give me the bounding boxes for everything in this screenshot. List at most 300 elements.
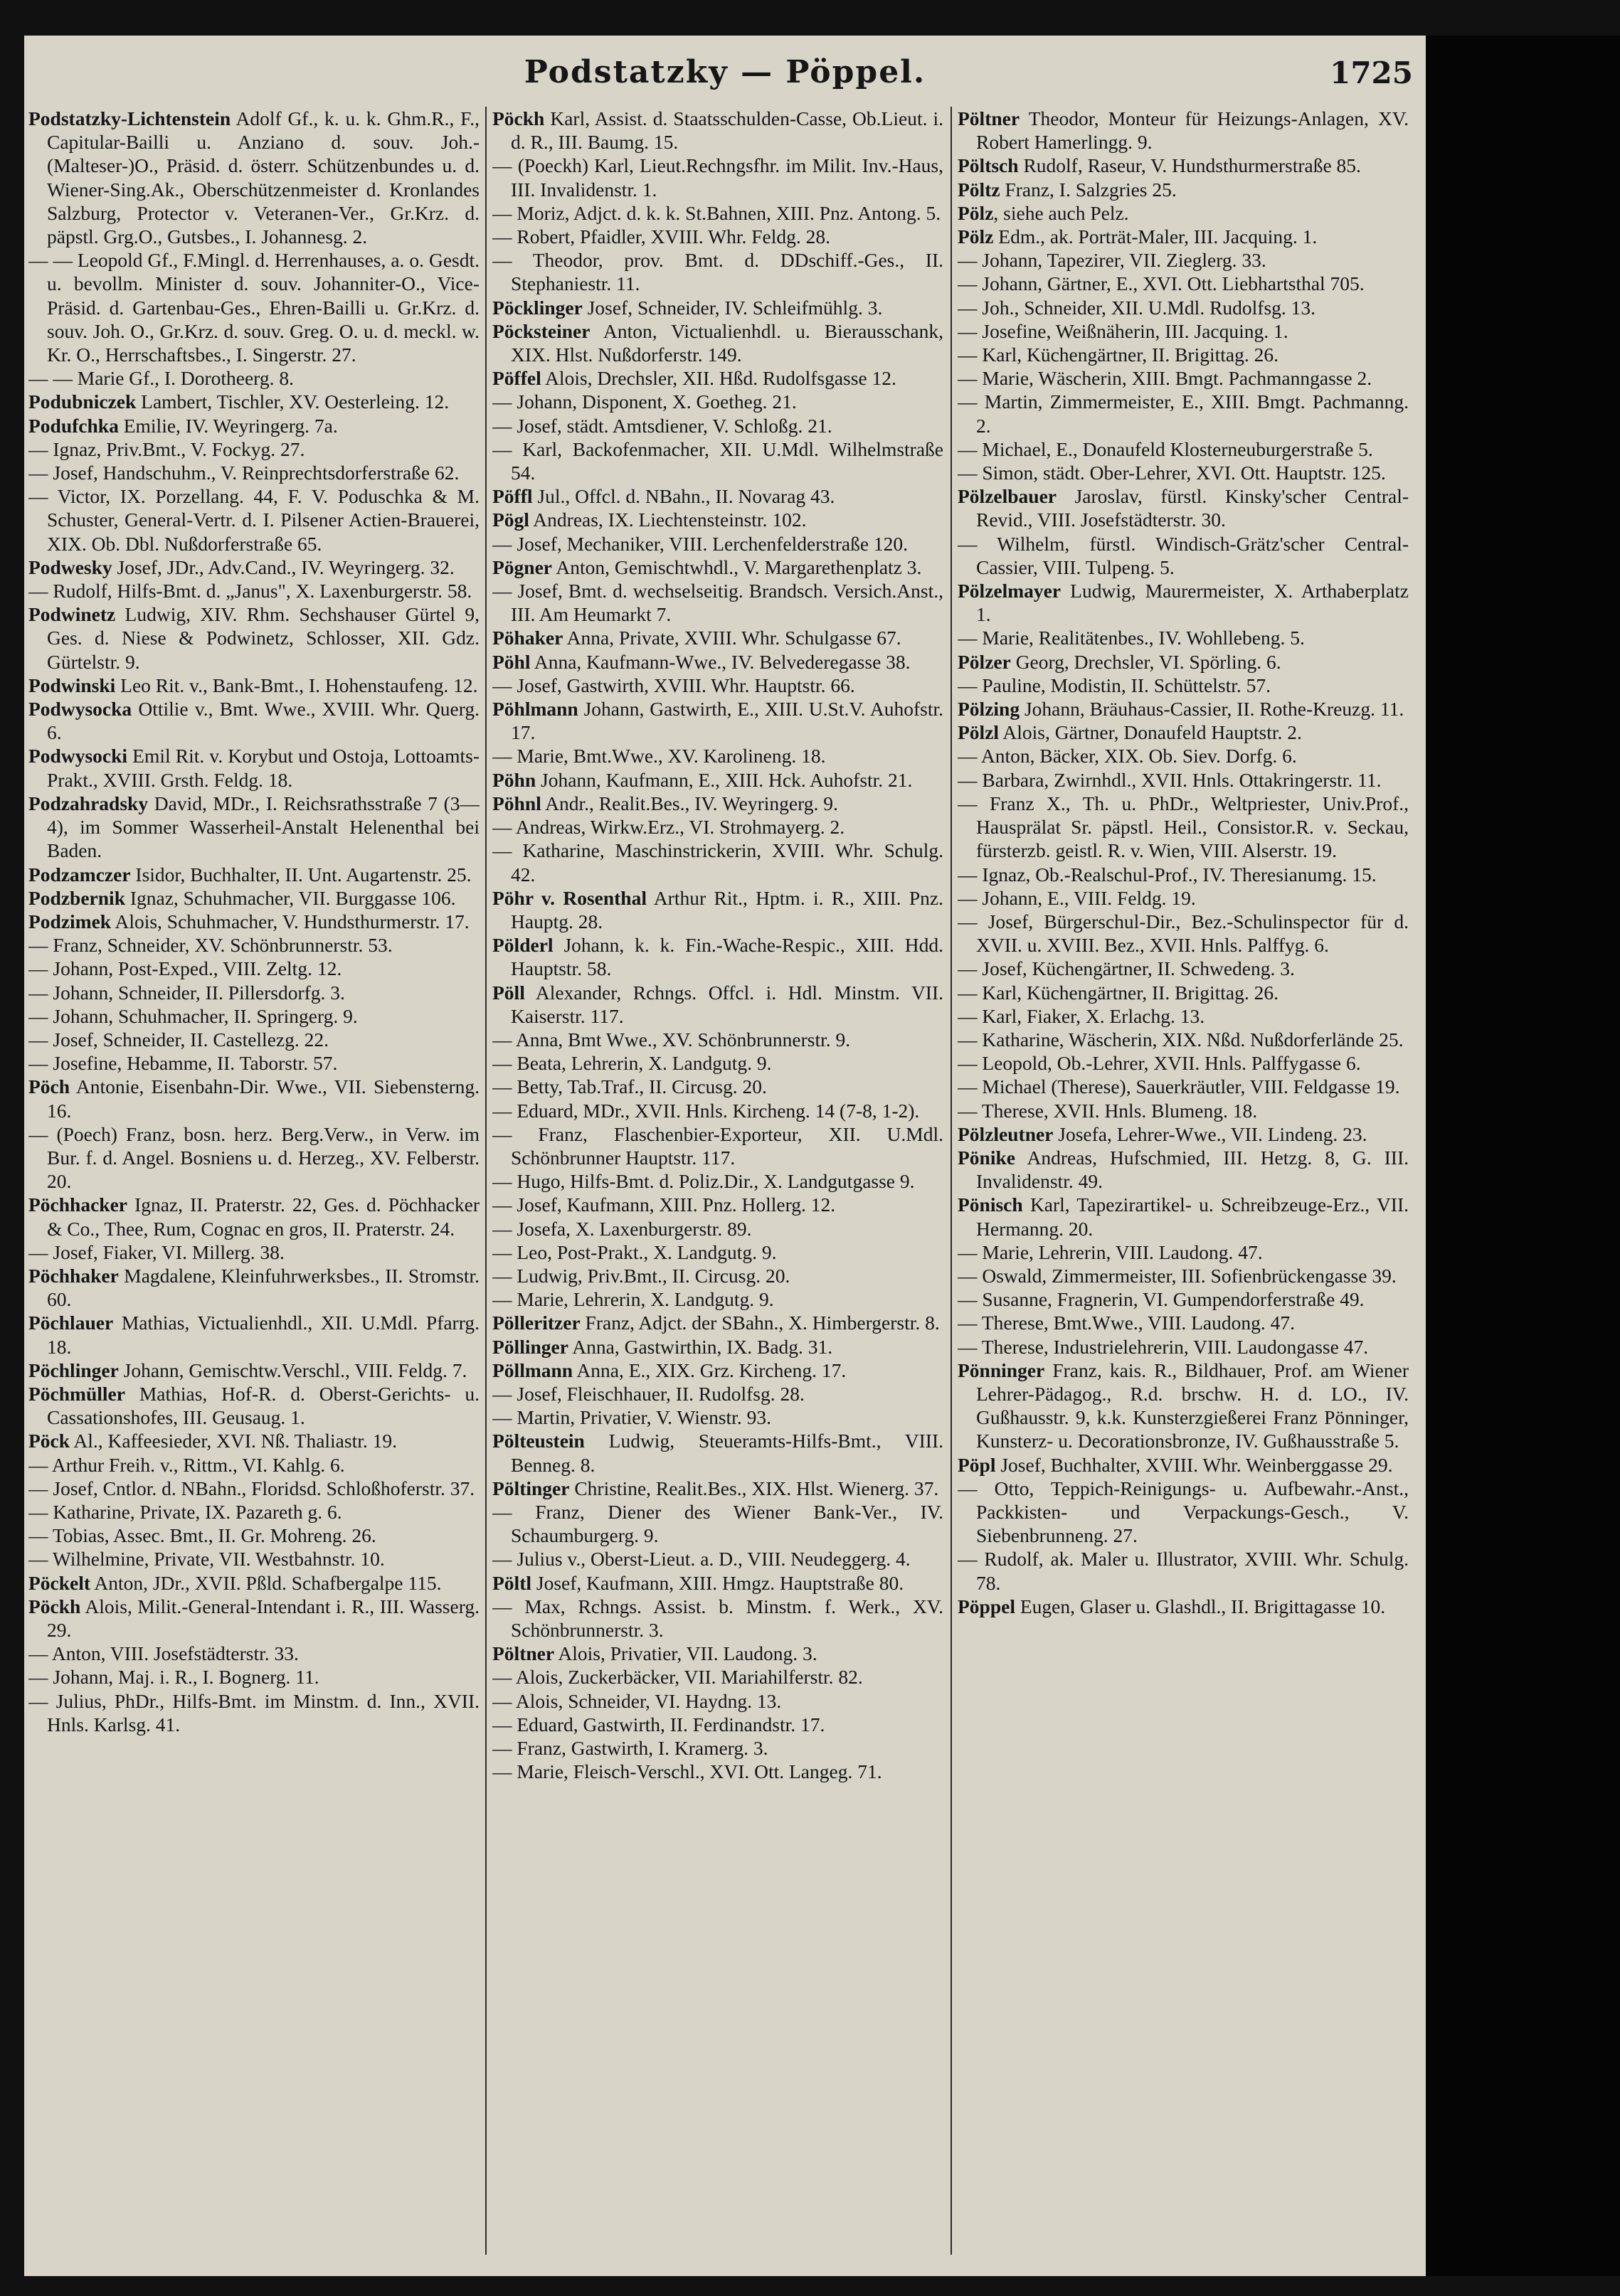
directory-entry — [958, 437, 1409, 461]
directory-page — [24, 36, 1426, 2276]
entry-details: — Josef, städt. Amtsdiener, V. Schloßg. 21. — [492, 414, 832, 437]
entry-details: — Max, Rchngs. Assist. b. Minstm. f. Werk., XV. Schönbrunnerstr. 3. — [492, 1595, 943, 1641]
entry-surname: Podwinski — [28, 674, 116, 696]
entry-details: Josef, Buchhalter, XVIII. Whr. Weinberggasse 29. — [995, 1453, 1393, 1476]
entry-details: — Josef, Gastwirth, XVIII. Whr. Hauptstr. 66. — [492, 674, 855, 696]
entry-details: — Alois, Schneider, VI. Haydng. 13. — [492, 1689, 782, 1712]
directory-entry — [28, 1595, 480, 1642]
entry-details: Andreas, IX. Liechtensteinstr. 102. — [529, 509, 807, 531]
directory-entry — [492, 366, 943, 390]
entry-surname: Pölz — [958, 225, 994, 248]
entry-surname: Pölz — [958, 201, 994, 224]
directory-entry — [958, 1264, 1409, 1287]
entry-surname: Pölzelbauer — [958, 485, 1057, 508]
entry-details: — Marie, Bmt.Wwe., XV. Karolineng. 18. — [492, 745, 826, 767]
entry-surname: Pölzing — [958, 698, 1020, 721]
entry-details: — Josefa, X. Laxenburgerstr. 89. — [492, 1217, 752, 1240]
entry-surname: Pöch — [28, 1075, 70, 1098]
directory-entry — [492, 1335, 943, 1359]
entry-surname: Pöhn — [492, 768, 536, 791]
directory-entry — [492, 296, 943, 319]
entry-surname: Podstatzky-Lichtenstein — [28, 107, 231, 129]
directory-entry — [958, 981, 1409, 1004]
entry-details: — Franz, Diener des Wiener Bank-Ver., IV. Schaumburgerg. 9. — [492, 1500, 943, 1547]
entry-surname: Podwysocki — [28, 745, 128, 767]
entry-surname: Pöffel — [492, 367, 541, 390]
entry-details: Antonie, Eisenbahn-Dir. Wwe., VII. Siebensterng. 16. — [47, 1075, 480, 1122]
entry-surname: Pöcklinger — [492, 296, 583, 319]
entry-surname: Pöllinger — [492, 1335, 568, 1358]
entry-details: Josef, Schneider, IV. Schleifmühlg. 3. — [582, 296, 883, 319]
entry-details: Johann, Kaufmann, E., XIII. Hck. Auhofstr. 21. — [536, 768, 913, 791]
directory-entry — [958, 1311, 1409, 1334]
directory-entry — [28, 1429, 480, 1452]
entry-details: — Karl, Fiaker, X. Erlachg. 13. — [958, 1004, 1205, 1027]
directory-entry — [492, 839, 943, 886]
directory-entry — [28, 1193, 480, 1240]
entry-details: Anna, E., XIX. Grz. Kircheng. 17. — [573, 1359, 847, 1381]
entry-surname: Pöhr v. Rosenthal — [492, 886, 647, 909]
entry-details: — Therese, XVII. Hnls. Blumeng. 18. — [958, 1099, 1258, 1122]
entry-surname: Pölderl — [492, 934, 554, 957]
entry-details: Josef, JDr., Adv.Cand., IV. Weyringerg. 32. — [112, 556, 455, 578]
entry-details: Christine, Realit.Bes., XIX. Hlst. Wienerg. 37. — [569, 1477, 939, 1499]
directory-entry — [958, 1287, 1409, 1311]
directory-entry — [492, 1477, 943, 1500]
entry-surname: Pöltinger — [492, 1477, 570, 1499]
directory-entry — [958, 1359, 1409, 1453]
directory-entry — [492, 532, 943, 556]
entry-surname: Pönisch — [958, 1194, 1023, 1216]
directory-entry — [958, 343, 1409, 366]
entry-details: — Ludwig, Priv.Bmt., II. Circusg. 20. — [492, 1264, 790, 1287]
entry-details: Isidor, Buchhalter, II. Unt. Augartenstr. 25. — [130, 863, 472, 886]
entry-surname: Pöffl — [492, 485, 533, 508]
entry-details: — Martin, Privatier, V. Wienstr. 93. — [492, 1406, 771, 1429]
entry-details: Theodor, Monteur für Heizungs-Anlagen, XV. Robert Hamerlingg. 9. — [976, 107, 1409, 154]
directory-entry — [28, 1359, 480, 1382]
directory-entry — [958, 178, 1409, 201]
entry-details: — Marie, Wäscherin, XIII. Bmgt. Pachmanngasse 2. — [958, 367, 1372, 390]
entry-details: Andreas, Hufschmied, III. Hetzg. 8, G. III. Invalidenstr. 49. — [976, 1146, 1409, 1193]
entry-surname: Pölzer — [958, 650, 1011, 673]
entry-details: — Rudolf, Hilfs-Bmt. d. „Janus", X. Laxenburgerstr. 58. — [28, 580, 472, 602]
entry-surname: Pölzl — [958, 721, 1000, 744]
directory-entry — [28, 910, 480, 933]
entry-details: — Theodor, prov. Bmt. d. DDschiff.-Ges., II. Stephaniestr. 11. — [492, 249, 943, 295]
entry-details: — Hugo, Hilfs-Bmt. d. Poliz.Dir., X. Landgutgasse 9. — [492, 1170, 915, 1193]
entry-details: — Johann, Post-Exped., VIII. Zeltg. 12. — [28, 957, 342, 980]
directory-entry — [28, 107, 480, 248]
column-3 — [958, 107, 1409, 2262]
entry-details: — Marie, Realitätenbes., IV. Wohllebeng. 5. — [958, 627, 1305, 649]
entry-surname: Pöltz — [958, 178, 1000, 201]
directory-entry — [28, 437, 480, 461]
directory-entry — [958, 484, 1409, 531]
directory-entry — [492, 1500, 943, 1547]
entry-details: Jaroslav, fürstl. Kinsky'scher Central-Revid., VIII. Josefstädterstr. 30. — [976, 485, 1409, 531]
page-number: 1725 — [1330, 55, 1413, 90]
entry-surname: Pöckh — [28, 1595, 81, 1617]
entry-details: Jul., Offcl. d. NBahn., II. Novarag 43. — [532, 485, 835, 508]
directory-entry — [958, 272, 1409, 295]
entry-details: Ignaz, Schuhmacher, VII. Burggasse 106. — [125, 886, 456, 909]
entry-surname: Pöckelt — [28, 1571, 91, 1594]
entry-details: — Michael (Therese), Sauerkräutler, VIII. Feldgasse 19. — [958, 1075, 1400, 1098]
entry-details: — Wilhelm, fürstl. Windisch-Grätz'scher Central-Cassier, VIII. Tulpeng. 5. — [958, 532, 1409, 578]
entry-details: — Marie, Lehrerin, X. Landgutg. 9. — [492, 1288, 774, 1311]
entry-details: , siehe auch Pelz. — [993, 201, 1129, 224]
directory-entry — [958, 744, 1409, 767]
directory-entry — [958, 296, 1409, 319]
entry-details: Anton, JDr., XVII. Pßld. Schafbergalpe 115. — [90, 1571, 442, 1594]
entry-details: Anna, Gastwirthin, IX. Badg. 31. — [568, 1335, 833, 1358]
entry-details: — Arthur Freih. v., Rittm., VI. Kahlg. 6. — [28, 1453, 345, 1476]
entry-details: Anna, Kaufmann-Wwe., IV. Belvederegasse 38. — [530, 650, 911, 673]
directory-entry — [958, 626, 1409, 649]
entry-surname: Podufchka — [28, 414, 119, 437]
entry-details: — Otto, Teppich-Reinigungs- u. Aufbewahr.-Anst., Packkisten- und Verpackungs-Gesch., V. Siebenbrunneng. 27. — [958, 1477, 1409, 1547]
directory-entry — [958, 579, 1409, 626]
entry-surname: Pöchlauer — [28, 1312, 114, 1334]
directory-entry — [28, 1453, 480, 1477]
entry-details: — Therese, Industrielehrerin, VIII. Laudongasse 47. — [958, 1335, 1369, 1358]
directory-entry — [28, 863, 480, 886]
entry-details: — Josef, Cntlor. d. NBahn., Floridsd. Schloßhoferstr. 37. — [28, 1477, 475, 1499]
entry-details: — Franz, Flaschenbier-Exporteur, XII. U.Mdl. Schönbrunner Hauptstr. 117. — [492, 1122, 943, 1169]
entry-surname: Pöchmüller — [28, 1382, 125, 1405]
entry-details: Eugen, Glaser u. Glashdl., II. Brigittagasse 10. — [1015, 1595, 1386, 1617]
directory-entry — [492, 768, 943, 792]
directory-entry — [492, 1287, 943, 1311]
entry-details: — Johann, E., VIII. Feldg. 19. — [958, 886, 1196, 909]
directory-entry — [492, 1736, 943, 1760]
entry-surname: Pönninger — [958, 1359, 1045, 1381]
directory-entry — [492, 744, 943, 767]
directory-entry — [958, 1028, 1409, 1051]
entry-details: — Anna, Bmt Wwe., XV. Schönbrunnerstr. 9. — [492, 1028, 851, 1051]
directory-entry — [492, 1169, 943, 1193]
entry-surname: Pöltner — [958, 107, 1020, 129]
entry-details: Emil Rit. v. Korybut und Ostoja, Lottoamts-Prakt., XVIII. Grsth. Feldg. 18. — [47, 745, 480, 791]
entry-surname: Pöck — [28, 1430, 70, 1452]
directory-entry — [492, 650, 943, 674]
directory-entry — [492, 414, 943, 437]
entry-details: — Tobias, Assec. Bmt., II. Gr. Mohreng. 26. — [28, 1524, 376, 1547]
directory-entry — [492, 508, 943, 531]
entry-details: — Simon, städt. Ober-Lehrer, XVI. Ott. Hauptstr. 125. — [958, 462, 1386, 484]
directory-entry — [958, 1146, 1409, 1193]
directory-entry — [492, 1571, 943, 1595]
entry-details: — Katharine, Maschinstrickerin, XVIII. Whr. Schulg. 42. — [492, 839, 943, 886]
entry-surname: Podwesky — [28, 556, 112, 578]
directory-entry — [492, 933, 943, 980]
directory-entry — [958, 721, 1409, 744]
entry-details: Andr., Realit.Bes., IV. Weyringerg. 9. — [541, 792, 838, 814]
directory-entry — [492, 981, 943, 1028]
entry-details: — Rudolf, ak. Maler u. Illustrator, XVIII. Whr. Schulg. 78. — [958, 1548, 1409, 1594]
entry-details: Johann, Bräuhaus-Cassier, II. Rothe-Kreuzg. 11. — [1020, 698, 1404, 721]
entry-details: — Karl, Küchengärtner, II. Brigittag. 26. — [958, 981, 1278, 1004]
directory-entry — [492, 1689, 943, 1713]
directory-entry — [492, 1595, 943, 1642]
entry-details: — Eduard, Gastwirth, II. Ferdinandstr. 17. — [492, 1713, 825, 1736]
entry-details: — Oswald, Zimmermeister, III. Sofienbrückengasse 39. — [958, 1264, 1397, 1287]
directory-entry — [28, 1240, 480, 1264]
entry-details: David, MDr., I. Reichsrathsstraße 7 (3—4), im Sommer Wasserheil-Anstalt Helenenthal bei Baden. — [47, 792, 480, 862]
directory-entry — [958, 1547, 1409, 1594]
entry-surname: Pölteustein — [492, 1430, 585, 1452]
directory-entry — [492, 579, 943, 626]
entry-details: — Josef, Schneider, II. Castellezg. 22. — [28, 1028, 329, 1051]
entry-details: — Johann, Schneider, II. Pillersdorfg. 3. — [28, 981, 345, 1004]
directory-entry — [958, 1122, 1409, 1146]
entry-details: — Wilhelmine, Private, VII. Westbahnstr. 10. — [28, 1548, 385, 1570]
entry-details: — Josefine, Weißnäherin, III. Jacquing. 1. — [958, 319, 1288, 342]
entry-details: Ludwig, Steueramts-Hilfs-Bmt., VIII. Benneg. 8. — [511, 1430, 943, 1476]
entry-details: — Anton, Bäcker, XIX. Ob. Siev. Dorfg. 6. — [958, 745, 1297, 767]
directory-entry — [958, 1453, 1409, 1477]
directory-entry — [28, 390, 480, 413]
entry-surname: Pögl — [492, 509, 529, 531]
directory-entry — [492, 1665, 943, 1689]
entry-details: Magdalene, Kleinfuhrwerksbes., II. Stromstr. 60. — [47, 1264, 480, 1311]
entry-details: — Martin, Zimmermeister, E., XIII. Bmgt. Pachmanng. 2. — [958, 390, 1409, 437]
directory-entry — [28, 556, 480, 579]
directory-entry — [492, 886, 943, 933]
directory-entry — [492, 1240, 943, 1264]
directory-entry — [492, 107, 943, 154]
entry-surname: Pölzleutner — [958, 1122, 1054, 1145]
directory-entry — [958, 248, 1409, 272]
entry-details: — Katharine, Private, IX. Pazareth g. 6. — [28, 1500, 342, 1523]
entry-details: — Josef, Mechaniker, VIII. Lerchenfelderstraße 120. — [492, 532, 909, 555]
entry-details: — Ignaz, Priv.Bmt., V. Fockyg. 27. — [28, 437, 305, 460]
directory-entry — [958, 390, 1409, 437]
entry-details: — Marie, Lehrerin, VIII. Laudong. 47. — [958, 1240, 1263, 1263]
directory-entry — [28, 1004, 480, 1028]
entry-details: — (Poeckh) Karl, Lieut.Rechngsfhr. im Milit. Inv.-Haus, III. Invalidenstr. 1. — [492, 154, 943, 201]
directory-entry — [492, 248, 943, 295]
entry-details: — Therese, Bmt.Wwe., VIII. Laudong. 47. — [958, 1312, 1296, 1334]
entry-details: Alois, Privatier, VII. Laudong. 3. — [554, 1642, 817, 1665]
directory-entry — [28, 461, 480, 484]
entry-details: — Josef, Kaufmann, XIII. Pnz. Hollerg. 12. — [492, 1194, 836, 1216]
directory-entry — [28, 1051, 480, 1075]
directory-entry — [28, 1264, 480, 1311]
directory-entry — [958, 107, 1409, 154]
directory-entry — [28, 1382, 480, 1429]
directory-entry — [492, 437, 943, 484]
directory-entry — [492, 225, 943, 248]
entry-surname: Pöpl — [958, 1453, 996, 1476]
directory-entry — [958, 650, 1409, 674]
entry-surname: Pölleritzer — [492, 1312, 581, 1334]
directory-entry — [28, 1642, 480, 1665]
entry-surname: Pöchlinger — [28, 1359, 119, 1381]
entry-details: — — Marie Gf., I. Dorotheerg. 8. — [28, 367, 294, 390]
directory-entry — [492, 1193, 943, 1216]
directory-entry — [958, 1595, 1409, 1618]
directory-entry — [492, 154, 943, 201]
directory-entry — [492, 1099, 943, 1122]
entry-details: — Barbara, Zwirnhdl., XVII. Hnls. Ottakringerstr. 11. — [958, 768, 1382, 791]
directory-entry — [28, 1524, 480, 1547]
directory-entry — [958, 461, 1409, 484]
directory-entry — [28, 744, 480, 791]
directory-entry — [492, 1382, 943, 1405]
entry-details: Georg, Drechsler, VI. Spörling. 6. — [1010, 650, 1281, 673]
directory-entry — [492, 556, 943, 579]
directory-entry — [492, 1405, 943, 1429]
directory-entry — [28, 414, 480, 437]
directory-entry — [28, 1122, 480, 1194]
column-2 — [492, 107, 943, 2262]
directory-entry — [28, 1028, 480, 1051]
directory-entry — [28, 792, 480, 863]
entry-surname: Podzamczer — [28, 863, 131, 886]
directory-entry — [958, 201, 1409, 225]
directory-entry — [958, 1099, 1409, 1122]
entry-details: — Joh., Schneider, XII. U.Mdl. Rudolfsg. 13. — [958, 296, 1316, 319]
entry-details: Alois, Gärtner, Donaufeld Hauptstr. 2. — [999, 721, 1302, 744]
columns — [28, 107, 1422, 2262]
directory-entry — [492, 697, 943, 744]
entry-details: Mathias, Victualienhdl., XII. U.Mdl. Pfarrg. 18. — [47, 1312, 480, 1358]
directory-entry — [28, 674, 480, 697]
entry-details: — Beata, Lehrerin, X. Landgutg. 9. — [492, 1052, 772, 1075]
directory-entry — [492, 1122, 943, 1169]
directory-entry — [28, 602, 480, 674]
entry-surname: Pögner — [492, 556, 553, 578]
entry-details: Ottilie v., Bmt. Wwe., XVIII. Whr. Querg. 6. — [47, 698, 480, 744]
entry-surname: Pölzelmayer — [958, 580, 1062, 602]
entry-details: — Marie, Fleisch-Verschl., XVI. Ott. Langeg. 71. — [492, 1760, 882, 1783]
directory-entry — [28, 886, 480, 910]
directory-entry — [28, 484, 480, 556]
entry-details: — Ignaz, Ob.-Realschul-Prof., IV. Theresianumg. 15. — [958, 863, 1377, 886]
entry-details: Rudolf, Raseur, V. Hundsthurmerstraße 85. — [1018, 154, 1361, 177]
entry-details: — Johann, Tapezirer, VII. Zieglerg. 33. — [958, 249, 1266, 272]
directory-entry — [958, 532, 1409, 579]
directory-entry — [958, 1477, 1409, 1548]
entry-details: Leo Rit. v., Bank-Bmt., I. Hohenstaufeng. 12. — [115, 674, 478, 696]
entry-details: — Karl, Backofenmacher, XII. U.Mdl. Wilhelmstraße 54. — [492, 437, 943, 484]
entry-details: — Robert, Pfaidler, XVIII. Whr. Feldg. 28. — [492, 225, 830, 248]
entry-surname: Podzbernik — [28, 886, 125, 909]
directory-entry — [28, 1500, 480, 1524]
directory-entry — [958, 1335, 1409, 1359]
entry-surname: Pöhnl — [492, 792, 541, 814]
entry-details: Adolf Gf., k. u. k. Ghm.R., F., Capitular-Bailli u. Anziano d. souv. Joh.- (Malteser-)O., Präsid. d. österr. Schützenbundes u. d. Wiener-Sing.Ak., Oberschützenmeister d. Kronlandes Salzburg, Protector v. Veteranen-Ver., Gr.Krz. d. päpstl. Grg.O., Gutsbes., I. Johannesg. 2. — [47, 107, 480, 248]
directory-entry — [958, 1075, 1409, 1098]
directory-entry — [28, 697, 480, 744]
entry-details: Josef, Kaufmann, XIII. Hmgz. Hauptstraße 80. — [531, 1571, 904, 1594]
entry-details: Anton, Victualienhdl. u. Bierausschank, XIX. Hlst. Nußdorferstr. 149. — [511, 319, 943, 366]
entry-details: — Betty, Tab.Traf., II. Circusg. 20. — [492, 1075, 767, 1098]
entry-details: Alexander, Rchngs. Offcl. i. Hdl. Minstm. VII. Kaiserstr. 117. — [511, 981, 943, 1027]
entry-details: — Moriz, Adjct. d. k. k. St.Bahnen, XIII. Pnz. Antong. 5. — [492, 201, 941, 224]
entry-details: — Alois, Zuckerbäcker, VII. Mariahilferstr. 82. — [492, 1666, 863, 1689]
entry-details: Josefa, Lehrer-Wwe., VII. Lindeng. 23. — [1053, 1122, 1367, 1145]
directory-entry — [28, 1311, 480, 1358]
directory-entry — [958, 1051, 1409, 1075]
directory-entry — [958, 1004, 1409, 1028]
entry-details: — Franz, Gastwirth, I. Kramerg. 3. — [492, 1737, 768, 1760]
entry-details: Anton, Gemischtwhdl., V. Margarethenplatz 3. — [552, 556, 922, 578]
directory-entry — [958, 366, 1409, 390]
directory-entry — [492, 1760, 943, 1783]
entry-details: Franz, Adjct. der SBahn., X. Himbergerstr. 8. — [580, 1312, 940, 1334]
entry-details: Lambert, Tischler, XV. Oesterleing. 12. — [136, 390, 450, 413]
directory-entry — [492, 1547, 943, 1570]
entry-details: — Leo, Post-Prakt., X. Landgutg. 9. — [492, 1240, 777, 1263]
entry-details: — Johann, Disponent, X. Goetheg. 21. — [492, 390, 797, 413]
entry-details: — Eduard, MDr., XVII. Hnls. Kircheng. 14 (7-8, 1-2). — [492, 1099, 920, 1122]
directory-entry — [492, 201, 943, 225]
entry-surname: Pöchhacker — [28, 1194, 128, 1216]
entry-details: Johann, Gastwirth, E., XIII. U.St.V. Auhofstr. 17. — [511, 698, 943, 744]
entry-surname: Podzimek — [28, 910, 112, 932]
entry-details: — Josef, Küchengärtner, II. Schwedeng. 3. — [958, 957, 1295, 980]
directory-entry — [492, 1311, 943, 1334]
entry-details: Ludwig, Maurermeister, X. Arthaberplatz 1. — [976, 580, 1409, 626]
directory-entry — [28, 981, 480, 1004]
running-header — [24, 54, 1426, 104]
entry-surname: Pöppel — [958, 1595, 1015, 1617]
entry-details: Alois, Milit.-General-Intendant i. R., III. Wasserg. 29. — [47, 1595, 480, 1641]
directory-entry — [492, 1051, 943, 1075]
directory-entry — [28, 1571, 480, 1595]
running-title: Podstatzky — Pöppel. — [524, 54, 926, 90]
entry-details: — (Poech) Franz, bosn. herz. Berg.Verw., in Verw. im Bur. f. d. Angel. Bosniens u. d. Herzeg., XV. Felberstr. 20. — [28, 1122, 480, 1193]
entry-details: — Josef, Bürgerschul-Dir., Bez.-Schulinspector für d. XVII. u. XVIII. Bez., XVII. Hnls. Palffyg. 6. — [958, 910, 1409, 957]
directory-entry — [958, 225, 1409, 248]
entry-surname: Pöhaker — [492, 627, 563, 649]
directory-entry — [958, 1193, 1409, 1240]
column-1 — [28, 107, 480, 2262]
directory-entry — [28, 1477, 480, 1500]
entry-surname: Podwinetz — [28, 603, 116, 626]
entry-details: — Josef, Fiaker, VI. Millerg. 38. — [28, 1240, 285, 1263]
entry-details: — Josefine, Hebamme, II. Taborstr. 57. — [28, 1052, 338, 1075]
entry-details: — Johann, Gärtner, E., XVI. Ott. Liebhartsthal 705. — [958, 272, 1365, 295]
directory-entry — [492, 484, 943, 508]
directory-entry — [28, 933, 480, 957]
entry-details: Edm., ak. Porträt-Maler, III. Jacquing. 1. — [993, 225, 1318, 248]
entry-surname: Pöckh — [492, 107, 545, 129]
entry-details: Ignaz, II. Praterstr. 22, Ges. d. Pöchhacker & Co., Thee, Rum, Cognac en gros, II. Praterstr. 24. — [47, 1194, 480, 1240]
entry-details: — Victor, IX. Porzellang. 44, F. V. Poduschka & M. Schuster, General-Vertr. d. I. Pilsener Actien-Brauerei, XIX. Ob. Dbl. Nußdorferstraße 65. — [28, 485, 480, 555]
directory-entry — [492, 1028, 943, 1051]
entry-details: — Katharine, Wäscherin, XIX. Nßd. Nußdorferlände 25. — [958, 1028, 1404, 1051]
directory-entry — [492, 626, 943, 649]
entry-details: Karl, Tapezirartikel- u. Schreibzeuge-Erz., VII. Hermanng. 20. — [976, 1194, 1409, 1240]
directory-entry — [492, 674, 943, 697]
entry-surname: Pöll — [492, 981, 525, 1004]
entry-details: Alois, Schuhmacher, V. Hundsthurmerstr. 17. — [111, 910, 470, 932]
directory-entry — [958, 154, 1409, 177]
entry-details: Ludwig, XIV. Rhm. Sechshauser Gürtel 9, Ges. d. Niese & Podwinetz, Schlosser, XII. Gdz. Gürtelstr. 9. — [47, 603, 480, 673]
directory-entry — [492, 1359, 943, 1382]
entry-surname: Pönike — [958, 1146, 1015, 1169]
entry-surname: Podubniczek — [28, 390, 137, 413]
directory-entry — [492, 1429, 943, 1476]
entry-details: Arthur Rit., Hptm. i. R., XIII. Pnz. Hauptg. 28. — [511, 886, 943, 932]
entry-details: — Josef, Handschuhm., V. Reinprechtsdorferstraße 62. — [28, 462, 460, 484]
directory-entry — [492, 1642, 943, 1665]
directory-entry — [492, 1713, 943, 1736]
